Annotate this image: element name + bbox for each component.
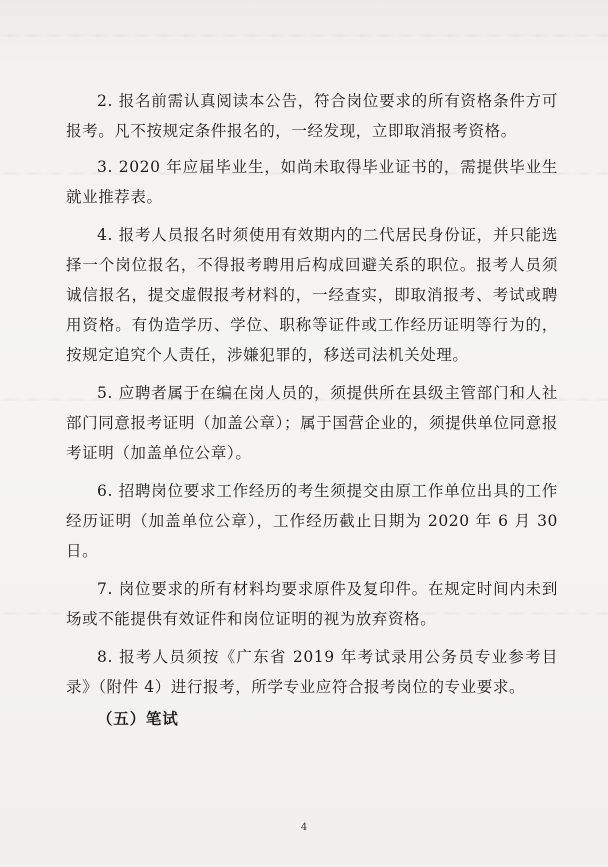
paragraph-item-8: 8. 报考人员须按《广东省 2019 年考试录用公务员专业参考目录》（附件 4）进行报考，所学专业应符合报考岗位的专业要求。	[66, 648, 558, 696]
paragraph-item-4: 4. 报考人员报名时须使用有效期内的二代居民身份证，并只能选择一个岗位报名，不得报考聘用后构成回避关系的职位。报考人员须诚信报名，提交虚假报考材料的，一经查实，即取消报考、考试或聘用资格。有伪造学历、学位、职称等证件或工作经历证明等行为的，按规定追究个人责任，涉嫌犯罪的，移送司法机关处理。	[66, 226, 558, 364]
paragraph-item-3: 3. 2020 年应届毕业生，如尚未取得毕业证书的，需提供毕业生就业推荐表。	[66, 158, 558, 206]
paragraph-item-7: 7. 岗位要求的所有材料均要求原件及复印件。在规定时间内未到场或不能提供有效证件和岗位证明的视为放弃资格。	[66, 580, 558, 628]
paragraph-item-6: 6. 招聘岗位要求工作经历的考生须提交由原工作单位出具的工作经历证明（加盖单位公章），工作经历截止日期为 2020 年 6 月 30 日。	[66, 482, 558, 560]
paragraph-item-2: 2. 报名前需认真阅读本公告，符合岗位要求的所有资格条件方可报考。凡不按规定条件报名的，一经发现，立即取消报考资格。	[66, 92, 558, 140]
section-heading-written-exam: （五）笔试	[97, 709, 179, 728]
paragraph-item-5: 5. 应聘者属于在编在岗人员的，须提供所在县级主管部门和人社部门同意报考证明（加盖公章）；属于国营企业的，须提供单位同意报考证明（加盖单位公章）。	[66, 384, 558, 462]
page-number: 4	[300, 822, 308, 833]
document-body	[66, 86, 558, 734]
scan-bleed-line	[0, 34, 608, 37]
